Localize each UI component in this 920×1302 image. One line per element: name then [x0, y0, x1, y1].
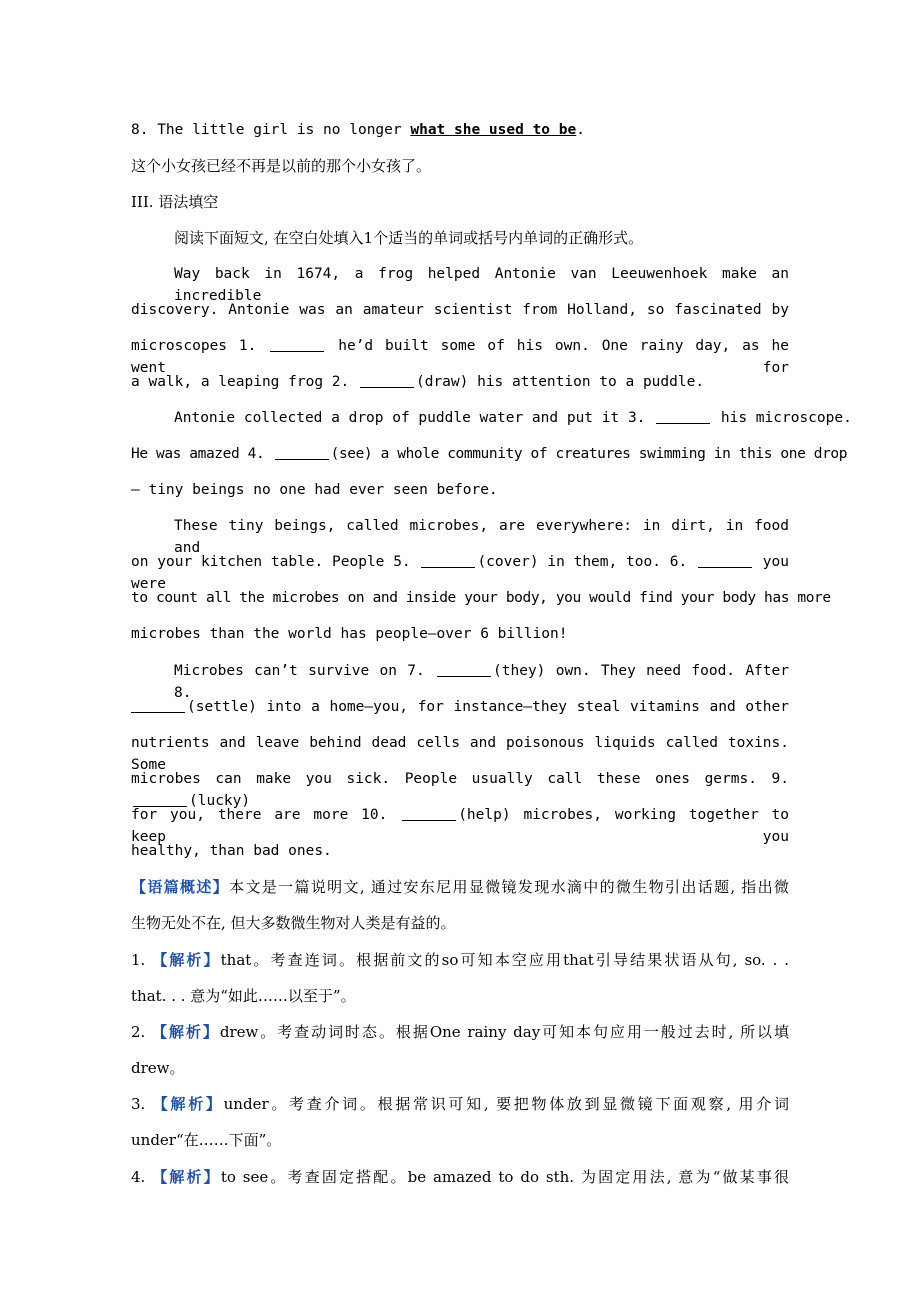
summary-line: 生物无处不在, 但大多数微生物对人类是有益的。: [131, 914, 456, 932]
q8-suffix: .: [576, 122, 585, 138]
passage-line: to count all the microbes on and inside your body, you would find your body has more: [131, 590, 831, 606]
passage-line: on your kitchen table. People 5. (cover) in them, too. 6. you were: [131, 554, 789, 592]
passage-line: a walk, a leaping frog 2. (draw) his attention to a puddle.: [131, 374, 705, 390]
summary-line: 【语篇概述】本文是一篇说明文, 通过安东尼用显微镜发现水滴中的微生物引出话题, 指出微: [131, 878, 789, 896]
q8-prefix: 8. The little girl is no longer: [131, 122, 411, 138]
blank-5[interactable]: [421, 553, 475, 568]
blank-3[interactable]: [656, 409, 710, 424]
blank-10[interactable]: [402, 806, 456, 821]
answer-1: 1. 【解析】that。考查连词。根据前文的so可知本空应用that引导结果状语从句, so. . .: [131, 951, 789, 969]
passage-line: Antonie collected a drop of puddle water and put it 3. his microscope.: [174, 410, 852, 426]
passage-line: These tiny beings, called microbes, are everywhere: in dirt, in food and: [174, 518, 789, 556]
answer-1-cont: that. . . 意为“如此……以至于”。: [131, 987, 356, 1005]
blank-6[interactable]: [698, 553, 752, 568]
passage-line: He was amazed 4. (see) a whole community of creatures swimming in this one drop: [131, 446, 848, 462]
blank-4[interactable]: [275, 445, 329, 460]
passage-line: healthy, than bad ones.: [131, 843, 332, 859]
summary-tag: 【语篇概述】: [131, 878, 230, 896]
answer-4-cont: [131, 1202, 789, 1224]
q8-translation: 这个小女孩已经不再是以前的那个小女孩了。: [131, 157, 432, 175]
passage-line: microbes can make you sick. People usually call these ones germs. 9. (lucky): [131, 771, 789, 809]
passage-line: microbes than the world has people—over 6 billion!: [131, 626, 568, 642]
answer-2: 2. 【解析】drew。考查动词时态。根据One rainy day可知本句应用一般过去时, 所以填: [131, 1023, 789, 1041]
passage-line: (settle) into a home—you, for instance—they steal vitamins and other: [131, 696, 789, 718]
blank-2[interactable]: [360, 373, 414, 388]
answer-3: 3. 【解析】under。考查介词。根据常识可知, 要把物体放到显微镜下面观察, 用介词: [131, 1095, 789, 1113]
passage-line: discovery. Antonie was an amateur scientist from Holland, so fascinated by: [131, 302, 789, 318]
answer-2-cont: drew。: [131, 1059, 185, 1077]
passage-line: nutrients and leave behind dead cells and poisonous liquids called toxins. Some: [131, 735, 789, 773]
section-heading: III. 语法填空: [131, 193, 219, 211]
passage-line: for you, there are more 10. (help) microbes, working together to keep you: [131, 807, 789, 845]
passage-line: Way back in 1674, a frog helped Antonie van Leeuwenhoek make an incredible: [174, 266, 789, 304]
passage-line: — tiny beings no one had ever seen before.: [131, 482, 498, 498]
blank-1[interactable]: [270, 337, 324, 352]
blank-7[interactable]: [437, 662, 491, 677]
passage-line: Microbes can’t survive on 7. (they) own. They need food. After 8.: [174, 663, 789, 701]
section-instruction: 阅读下面短文, 在空白处填入1个适当的单词或括号内单词的正确形式。: [174, 229, 644, 247]
q8-sentence: [131, 119, 789, 141]
answer-4: 4. 【解析】to see。考查固定搭配。be amazed to do sth. 为固定用法, 意为“做某事很: [131, 1168, 789, 1186]
q8-answer: what she used to be: [410, 122, 577, 138]
blank-8[interactable]: [131, 698, 185, 713]
passage-line: microscopes 1. he’d built some of his own. One rainy day, as he went for: [131, 338, 789, 376]
answer-3-cont: under“在……下面”。: [131, 1131, 282, 1149]
